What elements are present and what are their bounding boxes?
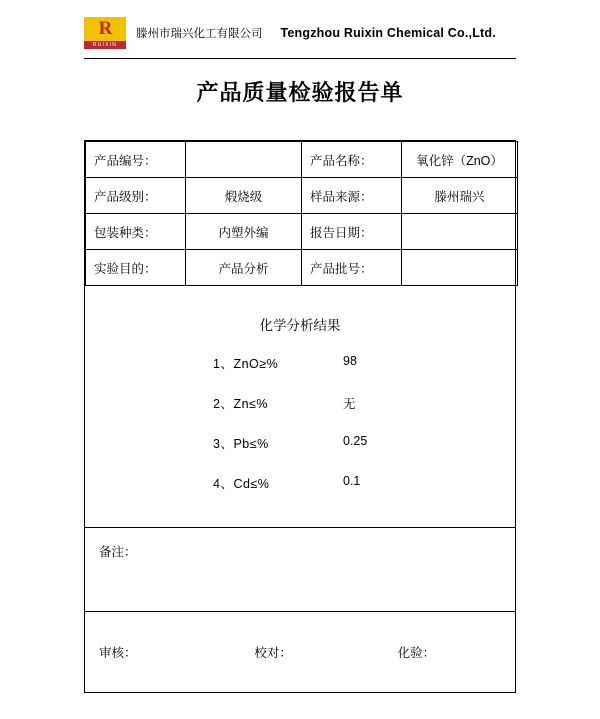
analysis-section <box>85 286 515 528</box>
field-label: 实验目的： <box>86 250 186 286</box>
table-row <box>86 250 518 286</box>
field-value: 产品分析 <box>186 250 302 286</box>
field-value <box>402 214 518 250</box>
field-value: 煅烧级 <box>186 178 302 214</box>
list-item <box>213 354 515 372</box>
field-value: 氧化锌（ZnO） <box>402 142 518 178</box>
analysis-item-value: 0.1 <box>343 474 361 488</box>
list-item <box>213 434 515 452</box>
field-value <box>402 250 518 286</box>
info-table <box>85 141 518 286</box>
field-label: 包装种类： <box>86 214 186 250</box>
company-name-cn: 滕州市瑞兴化工有限公司 <box>136 28 263 40</box>
table-row <box>86 178 518 214</box>
logo-wordmark: RUIXIN <box>84 41 126 49</box>
list-item <box>213 394 515 412</box>
analysis-list <box>85 354 515 492</box>
company-name-en: Tengzhou Ruixin Chemical Co.,Ltd. <box>280 26 496 40</box>
analysis-item-name: 1、ZnO≥% <box>213 357 279 371</box>
analysis-item-name: 3、Pb≤% <box>213 437 269 451</box>
field-label: 产品批号： <box>302 250 402 286</box>
signature-section <box>85 612 515 692</box>
field-value: 内塑外编 <box>186 214 302 250</box>
analysis-item-value: 无 <box>343 397 356 411</box>
signature-reviewer: 审核： <box>99 646 137 660</box>
analysis-item-name: 4、Cd≤% <box>213 477 270 491</box>
page-title: 产品质量检验报告单 <box>196 80 404 105</box>
remarks-label: 备注： <box>99 545 137 559</box>
signature-proofreader: 校对： <box>254 646 292 660</box>
report-sheet <box>84 140 516 693</box>
field-label: 产品编号： <box>86 142 186 178</box>
field-value <box>186 142 302 178</box>
table-row <box>86 214 518 250</box>
field-value: 滕州瑞兴 <box>402 178 518 214</box>
analysis-title: 化学分析结果 <box>259 318 341 333</box>
logo-letter: R <box>84 17 126 41</box>
list-item <box>213 474 515 492</box>
header-divider <box>84 58 516 59</box>
field-label: 样品来源： <box>302 178 402 214</box>
field-label: 产品级别： <box>86 178 186 214</box>
company-logo-icon <box>84 17 126 49</box>
field-label: 报告日期： <box>302 214 402 250</box>
table-row <box>86 142 518 178</box>
document-header <box>0 0 600 48</box>
field-label: 产品名称： <box>302 142 402 178</box>
analysis-item-value: 98 <box>343 354 357 368</box>
analysis-item-name: 2、Zn≤% <box>213 397 269 411</box>
signature-tester: 化验： <box>397 646 436 660</box>
analysis-item-value: 0.25 <box>343 434 368 448</box>
remarks-section <box>85 528 515 612</box>
